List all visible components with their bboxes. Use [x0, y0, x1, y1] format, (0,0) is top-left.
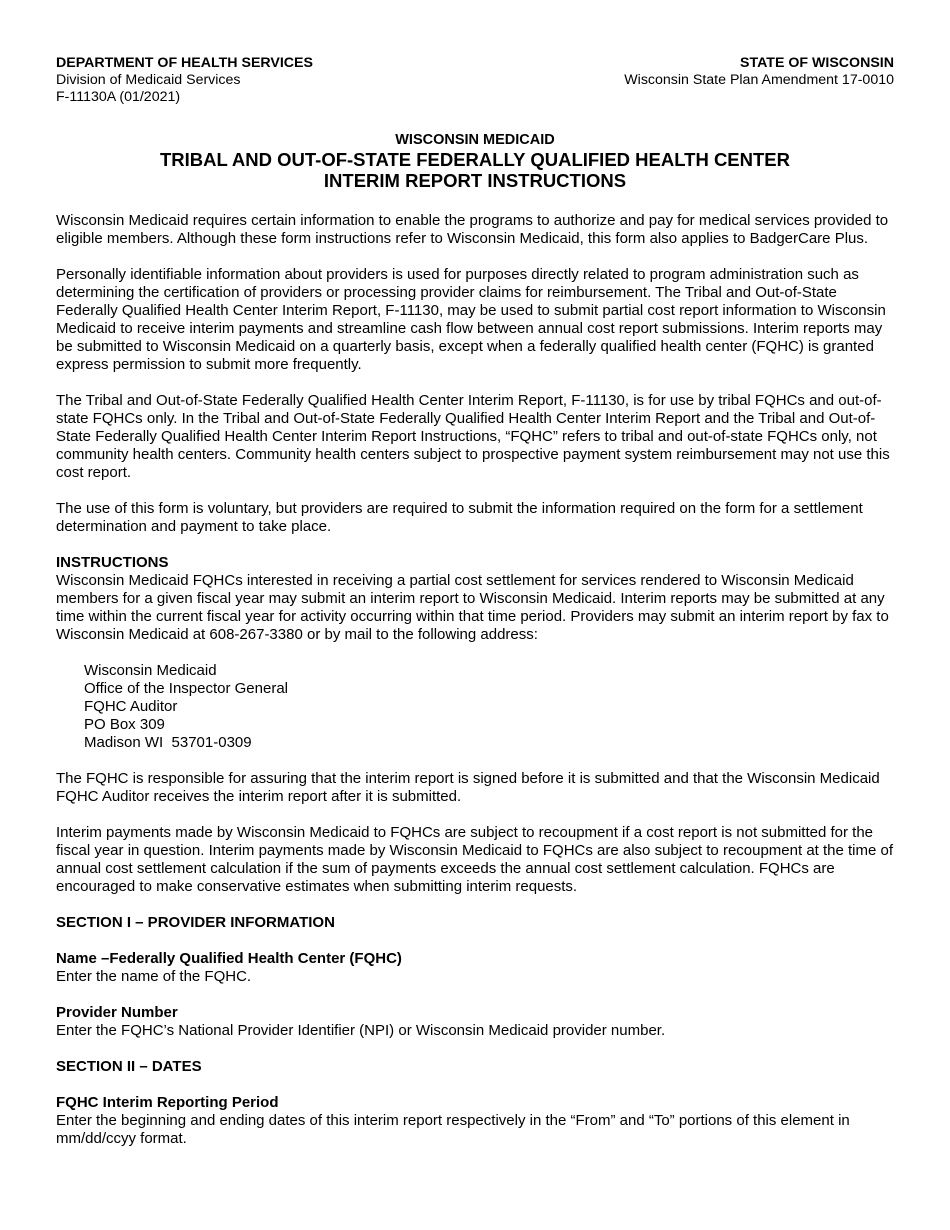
header-left: [56, 55, 313, 106]
title-line-3: INTERIM REPORT INSTRUCTIONS: [323, 170, 627, 191]
form-number: F-11130A (01/2021): [56, 89, 181, 105]
department-name: DEPARTMENT OF HEALTH SERVICES: [56, 55, 313, 71]
reporting-period-text: Enter the beginning and ending dates of this interim report respectively in the “From” and “To” portions of this element in mm/dd/ccyy format.: [56, 1112, 850, 1147]
address-line-3: FQHC Auditor: [84, 698, 178, 715]
title-line-1: WISCONSIN MEDICAID: [395, 132, 555, 148]
fqhc-name-heading: Name –Federally Qualified Health Center (FQHC): [56, 950, 402, 967]
address-line-2: Office of the Inspector General: [84, 680, 289, 697]
address-line-4: PO Box 309: [84, 716, 165, 733]
fqhc-name-text: Enter the name of the FQHC.: [56, 968, 252, 985]
intro-paragraph-2: Personally identifiable information about providers is used for purposes directly related to program administration such as determining the certification of providers or processing provider claims for reimbursement. The Tribal and Out-of-State Federally Qualified Health Center Interim Report, F-11130, may be used to submit partial cost report information to Wisconsin Medicaid to receive interim payments and streamline cash flow between annual cost report submissions. Interim reports may be submitted to Wisconsin Medicaid on a quarterly basis, except when a federally qualified health center (FQHC) is granted express permission to submit more frequently.: [56, 266, 886, 373]
mailing-address: [56, 662, 894, 752]
state-name: STATE OF WISCONSIN: [740, 55, 894, 71]
provider-number-heading: Provider Number: [56, 1004, 178, 1021]
section-2-heading: SECTION II – DATES: [56, 1058, 202, 1075]
division-name: Division of Medicaid Services: [56, 72, 241, 88]
title-line-2: TRIBAL AND OUT-OF-STATE FEDERALLY QUALIFIED HEALTH CENTER: [159, 149, 791, 170]
form-header: [56, 55, 894, 106]
intro-paragraph-3: The Tribal and Out-of-State Federally Qualified Health Center Interim Report, F-11130, is for use by tribal FQHCs and out-of-state FQHCs only. In the Tribal and Out-of-State Federally Qualified Health Center Interim Report and the Tribal and Out-of-State Federally Qualified Health Center Interim Report Instructions, “FQHC” refers to tribal and out-of-state FQHCs only, not community health centers. Community health centers subject to prospective payment system reimbursement may not use this cost report.: [56, 392, 890, 481]
plan-amendment: Wisconsin State Plan Amendment 17-0010: [624, 72, 894, 88]
intro-paragraph-1: Wisconsin Medicaid requires certain information to enable the programs to authorize and pay for medical services provided to eligible members. Although these form instructions refer to Wisconsin Medicaid, this form also applies to BadgerCare Plus.: [56, 212, 889, 247]
address-line-1: Wisconsin Medicaid: [84, 662, 217, 679]
intro-paragraph-4: The use of this form is voluntary, but providers are required to submit the information required on the form for a settlement determination and payment to take place.: [56, 500, 863, 535]
header-right: [624, 55, 894, 89]
instructions-paragraph-3: Interim payments made by Wisconsin Medicaid to FQHCs are subject to recoupment if a cost report is not submitted for the fiscal year in question. Interim payments made by Wisconsin Medicaid to FQHCs are also subject to recoupment at the time of annual cost settlement calculation if the sum of payments exceeds the annual cost settlement calculation. FQHCs are encouraged to make conservative estimates when submitting interim requests.: [56, 824, 894, 895]
instructions-heading: INSTRUCTIONS: [56, 554, 169, 571]
address-line-5: Madison WI 53701-0309: [84, 734, 252, 751]
provider-number-text: Enter the FQHC’s National Provider Identifier (NPI) or Wisconsin Medicaid provider number.: [56, 1022, 666, 1039]
instructions-paragraph-2: The FQHC is responsible for assuring that the interim report is signed before it is submitted and that the Wisconsin Medicaid FQHC Auditor receives the interim report after it is submitted.: [56, 770, 880, 805]
instructions-paragraph-1: Wisconsin Medicaid FQHCs interested in receiving a partial cost settlement for services rendered to Wisconsin Medicaid members for a given fiscal year may submit an interim report to Wisconsin Medicaid. Interim reports may be submitted at any time within the current fiscal year for activity occurring within that time period. Providers may submit an interim report by fax to Wisconsin Medicaid at 608-267-3380 or by mail to the following address:: [56, 572, 889, 643]
reporting-period-heading: FQHC Interim Reporting Period: [56, 1094, 279, 1111]
section-1-heading: SECTION I – PROVIDER INFORMATION: [56, 914, 335, 931]
document-title: [56, 131, 894, 191]
